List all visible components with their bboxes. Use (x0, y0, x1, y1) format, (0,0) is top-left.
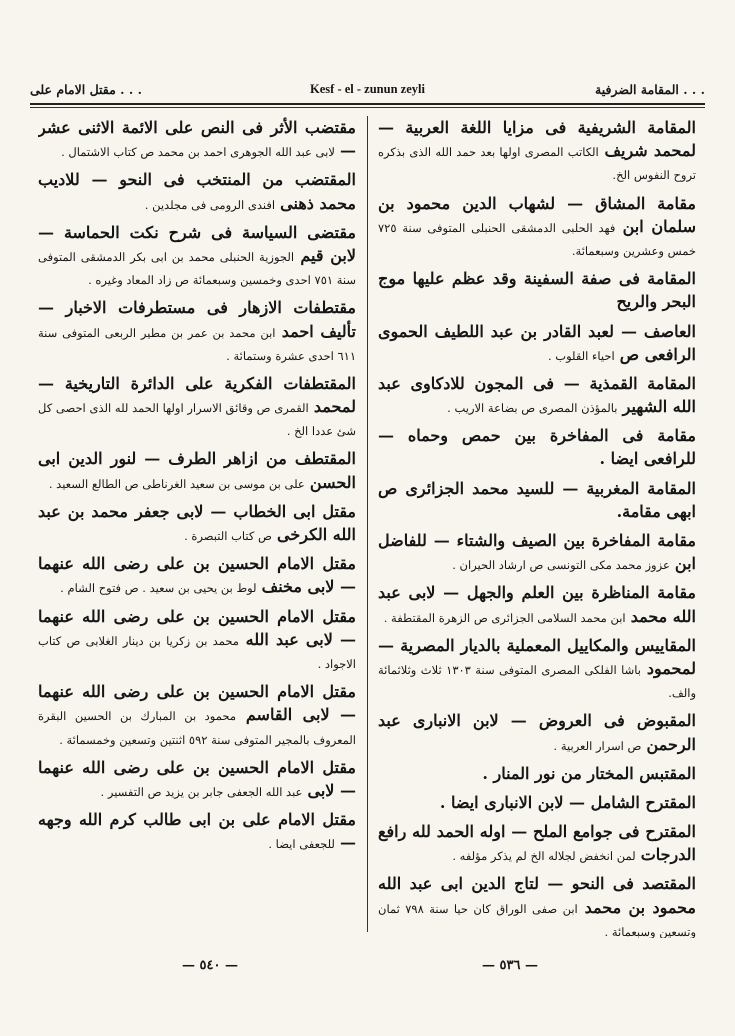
entry-heading: مقتل الامام الحسين بن على رضى الله عنهما — لابى مخنف (38, 554, 356, 597)
entry (38, 808, 356, 854)
entry (378, 267, 696, 313)
entry-heading: المقتضب من المنتخب فى النحو — للاديب محمد ذهنى (38, 170, 356, 213)
right-column (378, 116, 696, 938)
entry-heading: مقامة المفاخرة بين الصيف والشتاء — للفاضل ابن (378, 531, 696, 574)
entry-body: القمرى ص وقائق الاسرار اولها الحمد لله الذى احصى كل شئ عددا الخ . (38, 401, 356, 439)
entry-heading: العاصف — لعبد القادر بن عبد اللطيف الحموى الرافعى ص (378, 321, 696, 364)
entry-body: بالمؤذن المصرى ص بضاعة الاريب . (447, 401, 618, 416)
entry-body: على بن موسى بن سعيد الغرناطى ص الطالع السعيد . (48, 476, 305, 491)
entry-body: ص اسرار العربية . (553, 738, 642, 753)
entry-heading: مقتل الامام الحسين بن على رضى الله عنهما — لابى (38, 757, 356, 800)
entry-body: للجعفى ايضا . (268, 837, 335, 852)
entry (378, 634, 696, 704)
entry-body: لوط بن يحيى بن سعيد . ص فتوح الشام . (60, 581, 257, 596)
entry-body: باشا الفلكى المصرى المتوفى سنة ١٣٠٣ ثلاث وثلاثمائة والف. (378, 662, 696, 701)
entry-heading: المقاييس والمكاييل المعملية بالديار المصرية — لمحمود (378, 635, 696, 678)
entry-body: احياء القلوب . (547, 348, 615, 363)
entry-heading: المقامة القمذية — فى المجون للادكاوى عبد الله الشهير (378, 373, 696, 417)
entry-body: لمن انخفض لجلاله الخ لم يذكر مؤلفه . (452, 849, 636, 864)
entry-body: محمود بن المبارك بن الحسين البقرة المعروف بالمجير المتوفى سنة ٥٩٢ اثنتين وتسعين وخمسمائة . (38, 709, 356, 747)
entry (38, 296, 356, 366)
entry-heading: المقامة الشريفية فى مزايا اللغة العربية — لمحمد شريف (378, 118, 696, 161)
entry-body: الكاتب المصرى اولها بعد حمد الله الذى بذكره تروح النفوس الخ. (378, 145, 696, 183)
entry-heading: مقتل الامام الحسين بن على رضى الله عنهما — لابى القاسم (38, 682, 356, 725)
entry-heading: مقامة المناظرة بين العلم والجهل — لابى عبد الله محمد (378, 583, 696, 626)
entry (378, 791, 696, 814)
entry (38, 680, 356, 750)
entry (38, 756, 356, 802)
entry-body: فهد الحلبى الدمشقى الحنبلى المتوفى سنة ٧٢٥ خمس وعشرين وسبعمائة. (378, 220, 696, 258)
entry (38, 500, 356, 546)
entry (38, 116, 356, 162)
entry-heading: مقتطفات الازهار فى مستطرفات الاخبار — تأليف احمد (38, 298, 356, 341)
page-number-right: — ٥٣٦ — (481, 958, 538, 973)
entry-body: عبد الله الجعفى جابر بن يزيد ص التفسير . (100, 784, 303, 799)
entry-heading: مقامة المشاق — لشهاب الدين محمود بن سلمان ابن (378, 193, 696, 236)
entry (378, 762, 696, 785)
entry (378, 872, 696, 938)
entry (378, 192, 696, 262)
entry-heading: المقتطف من ازاهر الطرف — لنور الدين ابى الحسن (38, 449, 356, 492)
entry-heading: المقتصد فى النحو — لتاج الدين ابى عبد الله محمود بن محمد (378, 874, 696, 917)
page-number-left: — ٥٤٠ — (181, 958, 238, 973)
header-rule (30, 103, 705, 105)
entry (378, 320, 696, 366)
entry-heading: المقترح فى جوامع الملح — اوله الحمد لله رافع الدرجات (378, 822, 696, 865)
entry-heading: مقتل الامام على بن ابى طالب كرم الله وجهه — (38, 810, 356, 853)
entry-body: عزوز محمد مكى التونسى ص ارشاد الحيران . (452, 558, 670, 573)
entry (38, 372, 356, 442)
entry (38, 605, 356, 675)
column-divider (367, 116, 368, 932)
entry-heading: مقتل ابى الخطاب — لابى جعفر محمد بن عبد الله الكرخى (38, 501, 356, 544)
entry-body: لابى عبد الله الجوهرى احمد بن محمد ص كتاب الاشتمال . (61, 145, 335, 160)
entry-heading: المقتبس المختار من نور المنار . (482, 763, 696, 783)
entry-body: ابن محمد السلامى الجزائرى ص الزهرة المقتطفة . (383, 610, 626, 625)
entry-heading: المقترح الشامل — لابن الانبارى ايضا . (439, 792, 696, 812)
entry-body: ص كتاب التبصرة . (184, 529, 272, 543)
entry-heading: مقتضى السياسة فى شرح نكت الحماسة — لابن قيم (38, 222, 356, 265)
entry-body: افندى الرومى فى مجلدين . (144, 197, 276, 212)
entry-heading: مقتضب الأثر فى النص على الائمة الاثنى عشر — (38, 118, 356, 161)
running-head (30, 80, 705, 102)
entry-body: الجوزية الحنبلى محمد بن ابى بكر الدمشقى المتوفى سنة ٧٥١ احدى وخمسين وسبعمائة ص زاد المعاد وغيره . (38, 249, 356, 288)
entry-body: محمد بن زكريا بن دينار الغلابى ص كتاب الاجواد . (38, 633, 356, 671)
entry (378, 529, 696, 575)
entry (38, 552, 356, 598)
entry (378, 372, 696, 418)
entry (378, 424, 696, 470)
running-head-center: Kesf - el - zunun zeyli (310, 82, 425, 96)
entry-heading: المقتطفات الفكرية على الدائرة التاريخية — لمحمد (38, 373, 356, 417)
entry (378, 820, 696, 866)
entry (378, 709, 696, 755)
left-column (38, 116, 356, 938)
entry-body: ابن محمد بن عمر بن مطير الربعى المتوفى سنة ٦١١ احدى عشرة وستمائة . (38, 325, 356, 363)
entry (378, 116, 696, 186)
entry-heading: مقامة فى المفاخرة بين حمص وحماه — للرافعى ايضا . (378, 426, 696, 469)
entry-heading: المقبوض فى العروض — لابن الانبارى عبد الرحمن (378, 711, 696, 754)
header-rule-thin (30, 107, 705, 108)
entry (38, 221, 356, 291)
entry (38, 447, 356, 493)
running-head-right: المقامة الضرفية . . . (595, 82, 705, 97)
entry (378, 477, 696, 523)
entry-body: ابن صفى الوراق كان حيا سنة ٧٩٨ ثمان وتسعين وسبعمائة . (378, 901, 696, 938)
entry-heading: المقامة فى صفة السفينة وقد عظم عليها موج البحر والريح (378, 269, 696, 312)
entry-heading: المقامة المغربية — للسيد محمد الجزائرى ص ابهى مقامة. (378, 478, 696, 521)
entry-heading: مقتل الامام الحسين بن على رضى الله عنهما — لابى عبد الله (38, 606, 356, 649)
entry (378, 581, 696, 627)
entry (38, 168, 356, 214)
running-head-left: مقتل الامام على . . . (30, 82, 142, 97)
